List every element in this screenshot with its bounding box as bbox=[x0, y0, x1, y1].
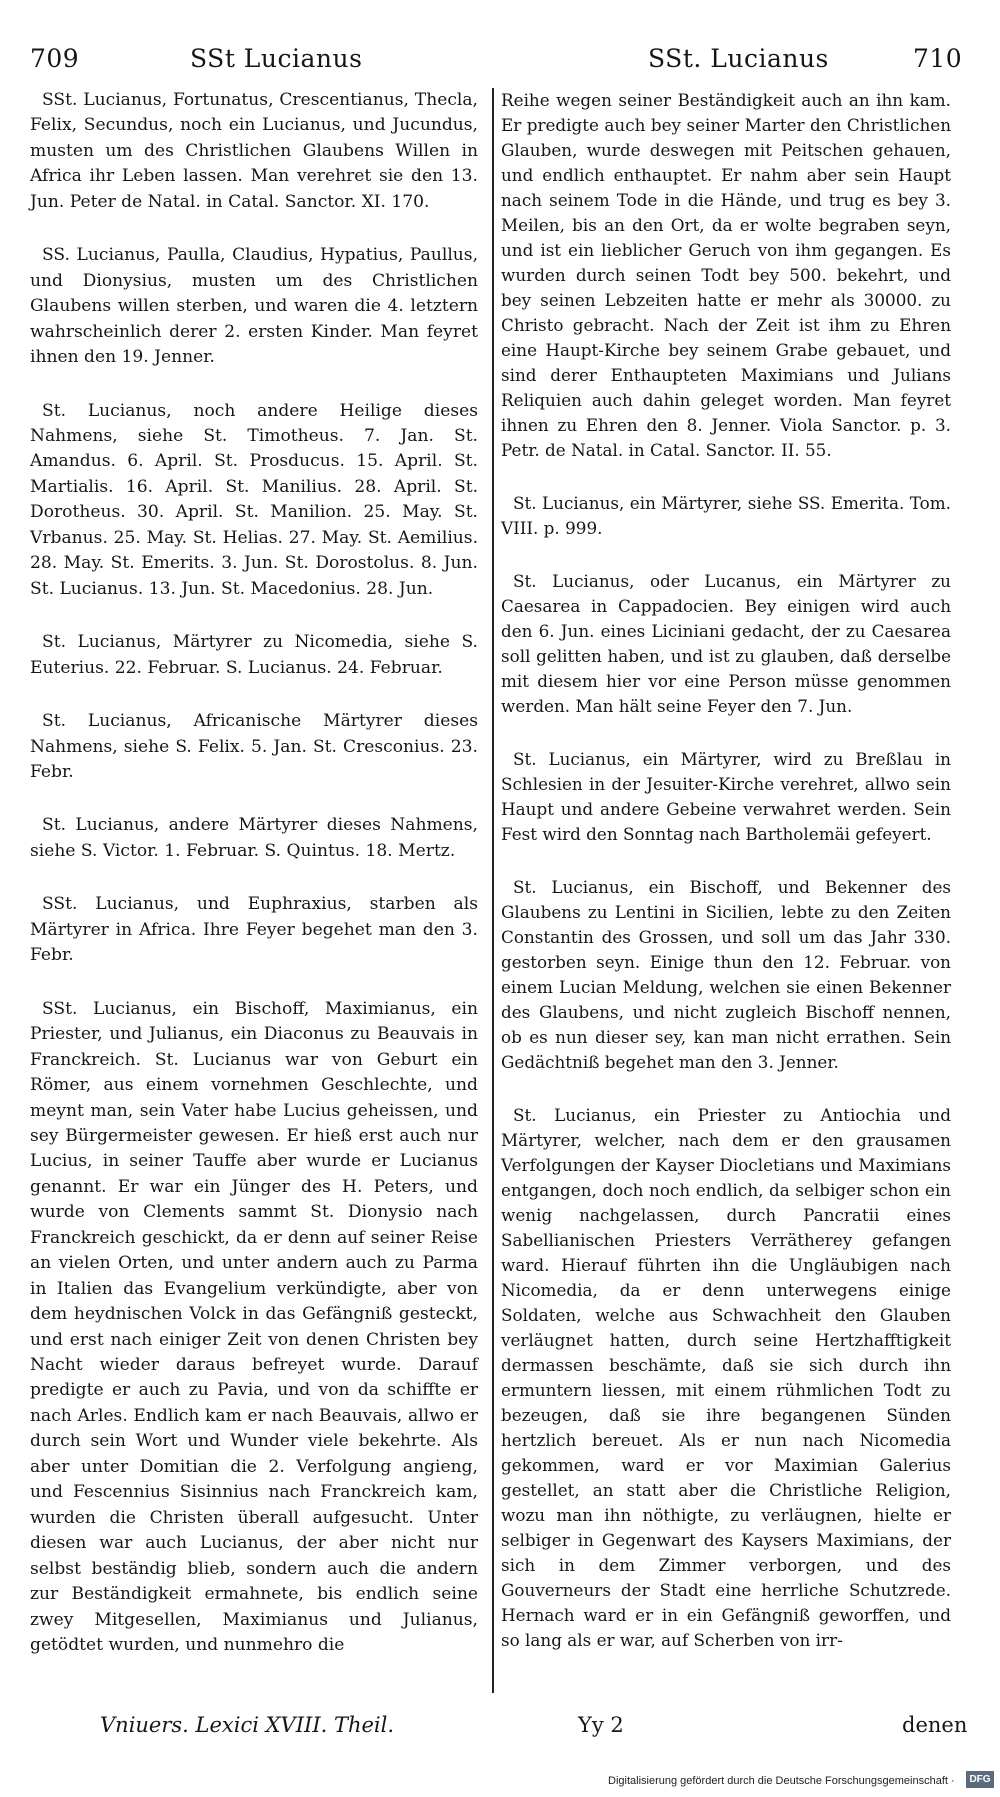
entry-paragraph: SSt. Lucianus, und Euphraxius, starben als Märtyrer in Africa. Ihre Feyer begehet man den 3. Febr. bbox=[30, 894, 478, 966]
signature-mark: Yy 2 bbox=[578, 1713, 624, 1737]
paragraph-gap bbox=[501, 541, 951, 569]
entry-paragraph: Reihe wegen seiner Beständigkeit auch an ihn kam. Er predigte auch bey seiner Marter den Christlichen Glauben, wurde deswegen mit Peitschen gehauen, und endlich enthauptet. Er nahm aber sein Haupt nach seinem Tode in die Hände, und trug es bey 3. Meilen, bis an den Ort, da er wolte begraben seyn, und ist ein lieblicher Geruch von ihm gegangen. Es wurden durch seinen Todt bey 500. bekehrt, und bey seinen Lebzeiten hatte er mehr als 30000. zu Christo gebracht. Nach der Zeit ist ihm zu Ehren eine Haupt-Kirche bey seinem Grabe gebauet, und sind derer Enthaupteten Maximians und Julians Reliquien auch dahin geleget worden. Man feyret ihnen zu Ehren den 8. Jenner. Viola Sanctor. p. 3. Petr. de Natal. in Catal. Sanctor. II. 55. bbox=[501, 90, 951, 460]
digitization-credit: Digitalisierung gefördert durch die Deutsche Forschungsgemeinschaft · bbox=[608, 1775, 955, 1787]
paragraph-gap bbox=[30, 371, 478, 399]
dfg-logo: DFG bbox=[966, 1771, 994, 1788]
paragraph-gap bbox=[30, 602, 478, 630]
left-column bbox=[30, 88, 478, 1658]
entry-paragraph: St. Lucianus, ein Bischoff, und Bekenner des Glaubens zu Lentini in Sicilien, lebte zu den Zeiten Constantin des Grossen, und soll um das Jahr 330. gestorben seyn. Einige thun den 12. Februar. von einem Lucian Meldung, welchen sie einen Bekenner des Glaubens, und nicht zugleich Bischoff nennen, ob es nun dieser sey, kan man nicht errathen. Sein Gedächtniß begehet man den 3. Jenner. bbox=[501, 877, 951, 1072]
entry-paragraph: St. Lucianus, oder Lucanus, ein Märtyrer zu Caesarea in Cappadocien. Bey einigen wird auch den 6. Jun. eines Liciniani gedacht, der zu Caesarea soll gelitten haben, und ist zu glauben, daß derselbe mit diesem hier vor eine Person müsse genommen werden. Man hält seine Feyer den 7. Jun. bbox=[501, 571, 951, 716]
signature-line: Vniuers. Lexici XVIII. Theil. bbox=[100, 1713, 395, 1737]
right-page-number: 710 bbox=[913, 44, 963, 73]
catchword: denen bbox=[902, 1713, 968, 1737]
column-divider bbox=[492, 88, 494, 1693]
paragraph-gap bbox=[30, 864, 478, 892]
entry-paragraph: St. Lucianus, andere Märtyrer dieses Nahmens, siehe S. Victor. 1. Februar. S. Quintus. 18. Mertz. bbox=[30, 815, 478, 861]
right-running-title: SSt. Lucianus bbox=[648, 44, 829, 73]
entry-paragraph: SSt. Lucianus, Fortunatus, Crescentianus, Thecla, Felix, Secundus, noch ein Lucianus, und Jucundus, musten um des Christlichen Glaubens Willen in Africa ihr Leben lassen. Man verehret sie den 13. Jun. Peter de Natal. in Catal. Sanctor. XI. 170. bbox=[30, 90, 478, 212]
paragraph-gap bbox=[30, 215, 478, 243]
left-page-number: 709 bbox=[30, 44, 80, 73]
entry-paragraph: St. Lucianus, noch andere Heilige dieses Nahmens, siehe St. Timotheus. 7. Jan. St. Amandus. 6. April. St. Prosducus. 15. April. St. Martialis. 16. April. St. Manilius. 28. April. St. Dorotheus. 30. April. St. Manilion. 25. May. St. Vrbanus. 25. May. St. Helias. 27. May. St. Aemilius. 28. May. St. Emerits. 3. Jun. St. Dorostolus. 8. Jun. St. Lucianus. 13. Jun. St. Macedonius. 28. Jun. bbox=[30, 400, 478, 599]
paragraph-gap bbox=[501, 1075, 951, 1103]
entry-paragraph: St. Lucianus, Märtyrer zu Nicomedia, siehe S. Euterius. 22. Februar. S. Lucianus. 24. Februar. bbox=[30, 632, 478, 678]
entry-paragraph: St. Lucianus, ein Märtyrer, wird zu Breßlau in Schlesien in der Jesuiter-Kirche verehret, allwo sein Haupt und andere Gebeine verwahret werden. Sein Fest wird den Sonntag nach Bartholemäi gefeyert. bbox=[501, 749, 951, 844]
paragraph-gap bbox=[30, 681, 478, 709]
left-running-title: SSt Lucianus bbox=[190, 44, 363, 73]
entry-paragraph: SSt. Lucianus, ein Bischoff, Maximianus, ein Priester, und Julianus, ein Diaconus zu Beauvais in Franckreich. St. Lucianus war von Geburt ein Römer, aus einem vornehmen Geschlechte, und meynt man, sein Vater habe Lucius geheissen, und sey Bürgermeister gewesen. Er hieß erst auch nur Lucius, in seiner Tauffe aber wurde er Lucianus genannt. Er war ein Jünger des H. Peters, und wurde von Clements sammt St. Dionysio nach Franckreich geschickt, da er denn auf seiner Reise an vielen Orten, und unter andern auch zu Parma in Italien das Evangelium verkündigte, aber von dem heydnischen Volck in das Gefängniß gesteckt, und erst nach einiger Zeit von denen Christen bey Nacht wieder daraus befreyet wurde. Darauf predigte er auch zu Pavia, und von da schiffte er nach Arles. Endlich kam er nach Beauvais, allwo er durch sein Wort und Wunder viele bekehrte. Als aber unter Domitian die 2. Verfolgung angieng, und Fescennius Sisinnius nach Franckreich kam, wurden die Christen überall aufgesucht. Unter diesen war auch Lucianus, der aber nicht nur selbst beständig blieb, sondern auch die andern zur Beständigkeit ermahnete, bis endlich seine zwey Mitgesellen, Maximianus und Julianus, getödtet wurden, und nunmehro die bbox=[30, 998, 478, 1656]
paragraph-gap bbox=[501, 719, 951, 747]
entry-paragraph: SS. Lucianus, Paulla, Claudius, Hypatius, Paullus, und Dionysius, musten um des Christlichen Glaubens willen sterben, und waren die 4. letztern wahrscheinlich derer 2. ersten Kinder. Man feyret ihnen den 19. Jenner. bbox=[30, 245, 478, 368]
paragraph-gap bbox=[30, 969, 478, 997]
entry-paragraph: St. Lucianus, Africanische Märtyrer dieses Nahmens, siehe S. Felix. 5. Jan. St. Cresconius. 23. Febr. bbox=[30, 711, 478, 782]
paragraph-gap bbox=[501, 847, 951, 875]
paragraph-gap bbox=[30, 785, 478, 813]
entry-paragraph: St. Lucianus, ein Märtyrer, siehe SS. Emerita. Tom. VIII. p. 999. bbox=[501, 493, 951, 538]
right-column bbox=[501, 88, 951, 1653]
entry-paragraph: St. Lucianus, ein Priester zu Antiochia und Märtyrer, welcher, nach dem er den grausamen Verfolgungen der Kayser Diocletians und Maximians entgangen, doch noch endlich, da selbiger schon ein wenig nachgelassen, durch Pancratii eines Sabellianischen Priesters Verrätherey gefangen ward. Hierauf führten ihn die Ungläubigen nach Nicomedia, da er denn unterwegens einige Soldaten, welche aus Schwachheit den Glauben verläugnet hatten, durch seine Hertzhafftigkeit dermassen beschämte, daß sie sich durch ihn ermuntern liessen, mit einem rühmlichen Todt zu bezeugen, daß sie ihre begangenen Sünden hertzlich bereuet. Als er nun nach Nicomedia gekommen, ward er vor Maximian Galerius gestellet, an statt aber die Christliche Religion, wozu man ihn nöthigte, zu verläugnen, hielte er selbiger in Gegenwart des Kaysers Maximians, der sich in dem Zimmer verborgen, und des Gouverneurs der Stadt eine herrliche Schutzrede. Hernach ward er in ein Gefängniß geworffen, und so lang als er war, auf Scherben von irr- bbox=[501, 1105, 951, 1650]
paragraph-gap bbox=[501, 463, 951, 491]
